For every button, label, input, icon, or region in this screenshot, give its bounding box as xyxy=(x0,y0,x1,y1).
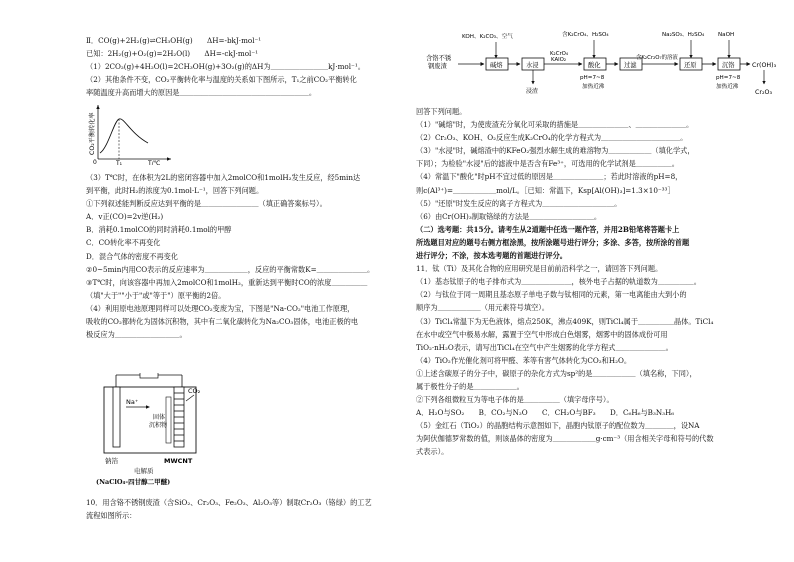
text-line: ②下列各组微粒互为等电子体的是＿＿＿＿＿（填字母序号）。 xyxy=(416,395,614,405)
flow-step3-cond: pH=7~8 xyxy=(580,75,605,81)
section-title: 进行评分；不涂，按本选考题的首题进行评分。 xyxy=(416,251,567,261)
left-electrode-label: 钠箔 xyxy=(105,457,118,465)
text-line: （3）"水浸"时，碱熔渣中的KFeO₂强烈水解生成的难溶物为＿＿＿＿＿＿（填化学式， xyxy=(416,146,695,156)
text-line: TiO₂·nH₂O表示，请写出TiCl₄在空气中产生烟雾的化学方程式＿＿＿＿＿＿＿。 xyxy=(416,342,673,352)
text-line: 回答下列问题。 xyxy=(416,107,467,116)
section-title: （二）选考题：共15分。请考生从2道题中任选一题作答，并用2B铅笔将答题卡上 xyxy=(416,224,680,234)
text-line: 10．用含铬不锈钢废渣（含SiO₂、Cr₂O₃、Fe₂O₃、Al₂O₃等）制取Cr₂O₃（铬绿）的工艺 xyxy=(86,498,372,507)
flow-step6-cond: pH=7~8 xyxy=(716,75,741,81)
flow-step1: 碱熔 xyxy=(490,62,503,69)
flow-step3-top: 含K₂CrO₄、H₂SO₄ xyxy=(562,32,609,38)
text-line: （5）"还原"时发生反应的离子方程式为＿＿＿＿＿＿＿＿＿＿。 xyxy=(416,198,622,208)
text-line: （4）TiO₂作光催化剂可将甲醛、苯等有害气体转化为CO₂和H₂O。 xyxy=(416,355,632,365)
conversion-graph xyxy=(86,103,176,165)
option-line: A．H₂O与SO₂ B．CO₂与N₂O C．CH₂O与BF₃ D．C₆H₆与B₃N₃H₆ xyxy=(416,408,675,418)
text-line: （1）"碱熔"时，为使废渣充分氧化可采取的措施是＿＿＿＿＿＿＿、＿＿＿＿＿＿＿。 xyxy=(416,120,694,130)
flow-step2: 水浸 xyxy=(526,62,539,69)
text-line: （1）2CO₂(g)+4H₂O(l)=2CH₃OH(g)+3O₂(g)的ΔH为＿＿＿＿＿＿＿＿kJ·mol⁻¹。 xyxy=(86,62,365,72)
flow-step6-out: 加热近沸 xyxy=(716,84,739,90)
text-line: 率随温度升高而增大的原因是＿＿＿＿＿＿＿＿＿＿＿＿＿＿＿＿＿＿。 xyxy=(86,88,317,98)
flow-step5-reagents: Na₂SO₃、H₂SO₄ xyxy=(662,32,705,38)
flow-step2-out: 浸渣 xyxy=(526,88,539,95)
co2-label: CO₂ xyxy=(188,387,201,395)
text-line: 极反应为＿＿＿＿＿＿＿＿＿。 xyxy=(86,330,187,340)
text-line: （5）金红石（TiO₂）的晶胞结构示意图如下，晶胞内钛原子的配位数为＿＿＿＿，设NA xyxy=(416,421,700,431)
option-line: B．消耗0.1molCO的同时消耗0.1mol的甲醇 xyxy=(86,225,232,235)
text-line: Ⅱ．CO(g)+2H₂(g)⇌CH₃OH(g) ΔH=-bkJ·mol⁻¹ xyxy=(86,36,262,45)
text-line: ①下列叙述能判断反应达到平衡的是＿＿＿＿＿＿＿＿（填正确答案标号）。 xyxy=(86,199,327,209)
option-line: C．CO转化率不再变化 xyxy=(86,238,161,248)
text-line: 属于极性分子的是＿＿＿＿＿＿。 xyxy=(416,381,524,391)
text-line: （4）利用原电池原理同样可以处理CO₂变废为宝，下图是"Na-CO₂"电池工作原理， xyxy=(86,303,355,313)
text-line: （1）基态钛原子的电子排布式为＿＿＿＿＿＿＿，核外电子占据的轨道数为＿＿＿＿＿。 xyxy=(416,277,701,287)
text-line: 已知：2H₂(g)+O₂(g)=2H₂O(l) ΔH=-ckJ·mol⁻¹ xyxy=(86,49,258,59)
na-ion-label: Na⁺ xyxy=(126,398,139,406)
flow-step4: 过滤 xyxy=(624,62,637,69)
text-line: 流程如图所示： xyxy=(86,511,137,521)
text-line: （2）Cr₂O₃、KOH、O₂反应生成K₂CrO₄的化学方程式为＿＿＿＿＿＿＿＿＿＿＿。 xyxy=(416,133,688,143)
option-line: D．混合气体的密度不再变化 xyxy=(86,251,179,261)
solid-label-1: 固体 xyxy=(153,414,166,421)
section-title: 所选题目对应的题号右侧方框涂黑，按所涂题号进行评分；多涂、多答，按所涂的首题 xyxy=(416,237,690,247)
graph-ylabel: CO₂平衡转化率 xyxy=(89,112,96,155)
text-line: （4）常温下"酸化"时pH不宜过低的原因是＿＿＿＿＿＿＿；若此时溶液的pH=8， xyxy=(416,172,683,182)
flow-start-label-2: 钢废渣 xyxy=(428,63,447,70)
flow-step1-reagents: KOH、K₂CO₃、空气 xyxy=(462,34,513,40)
text-line: 吸收的CO₂都转化为固体沉积物，其中有二氧化碳转化为Na₂CO₃固体，电池正极的电 xyxy=(86,317,359,327)
text-line: 11．钛（Ti）及其化合物的应用研究是目前前沿科学之一，请回答下列问题。 xyxy=(416,264,663,274)
text-line: 下同）；为检验"水浸"后的滤液中是否含有Fe³⁺，可选用的化学试剂是＿＿＿＿＿。 xyxy=(416,159,679,169)
graph-xlabel: T/℃ xyxy=(148,160,161,165)
text-line: ③T℃时，向该容器中再加入2molCO和1molH₂，重新达到平衡时CO的浓度＿＿＿＿＿ xyxy=(86,277,368,287)
electrolyte-note: (NaClO₄-四甘醇二甲醚) xyxy=(96,478,171,486)
text-line: （3）T℃时，在体积为2L的密闭容器中加入2molCO和1molH₂发生反应，经5min达 xyxy=(86,173,361,182)
flow-step3: 酸化 xyxy=(588,62,601,69)
text-line: （2）其他条件不变，CO₂平衡转化率与温度的关系如下图所示，T₁之前CO₂平衡转化 xyxy=(86,75,357,85)
electrolyte-label: 电解质 xyxy=(134,467,154,475)
text-line: 到平衡，此时H₂的浓度为0.1mol·L⁻¹，回答下列问题。 xyxy=(86,186,264,196)
flow-start-label-1: 含铬不锈 xyxy=(426,55,452,62)
flow-step6: 沉铬 xyxy=(722,62,735,69)
flow-product: Cr(OH)₃ xyxy=(752,62,777,69)
flow-step3-out: 加热近沸 xyxy=(582,84,605,90)
text-line: 为阿伏伽德罗常数的值，则该晶体的密度为＿＿＿＿＿＿g·cm⁻³（用含相关字母和符号的代数 xyxy=(416,434,714,444)
text-line: ②0~5min内用CO表示的反应速率为＿＿＿＿＿＿，反应的平衡常数K=＿＿＿＿＿＿＿。 xyxy=(86,264,375,274)
text-line: （3）TiCl₄常温下为无色液体，熔点250K，沸点409K，则TiCl₄属于＿＿＿＿＿晶体。TiCl₄ xyxy=(416,316,714,326)
flow-step4-top: 含K₂Cr₂O₇的溶液 xyxy=(636,55,678,61)
option-line: A．v正(CO)=2v逆(H₂) xyxy=(86,212,164,222)
text-line: 在水中或空气中极易水解，露置于空气中形成白色烟雾，烟雾中的固体成份可用 xyxy=(416,329,668,339)
flow-side-1: K₂CrO₄ xyxy=(550,51,569,57)
graph-origin: 0 xyxy=(93,159,97,165)
flow-step5: 还原 xyxy=(684,62,697,69)
text-line: （填"大于""小于"或"等于"）原平衡的2倍。 xyxy=(86,290,226,300)
right-electrode-label: MWCNT xyxy=(164,457,193,465)
flow-final: Cr₂O₃ xyxy=(755,89,772,96)
text-line: （6）由Cr(OH)₃制取铬绿的方法是＿＿＿＿＿＿＿＿＿。 xyxy=(416,211,602,221)
text-line: 顺序为＿＿＿＿＿＿（用元素符号填空）。 xyxy=(416,303,549,313)
text-line: （2）与钛位于同一周期且基态原子单电子数与钛相同的元素，第一电离能由大到小的 xyxy=(416,290,687,300)
flow-side-2: KAlO₂ xyxy=(551,57,567,63)
solid-label-2: 沉积物 xyxy=(149,422,168,429)
text-line: ①上述含碳原子的分子中，碳原子的杂化方式为sp²的是＿＿＿＿＿＿（填名称，下同）， xyxy=(416,368,697,378)
text-line: 则c(Al³⁺)=＿＿＿＿＿＿mol/L。［已知：常温下，Ksp[Al(OH)₃]=1.3×10⁻³³］ xyxy=(416,185,675,195)
flow-step6-reagent: NaOH xyxy=(718,32,735,38)
text-line: 式表示）。 xyxy=(416,447,449,457)
graph-tick-t1: T₁ xyxy=(116,160,123,165)
process-flow-diagram xyxy=(412,26,784,102)
na-co2-cell-diagram xyxy=(96,373,206,473)
